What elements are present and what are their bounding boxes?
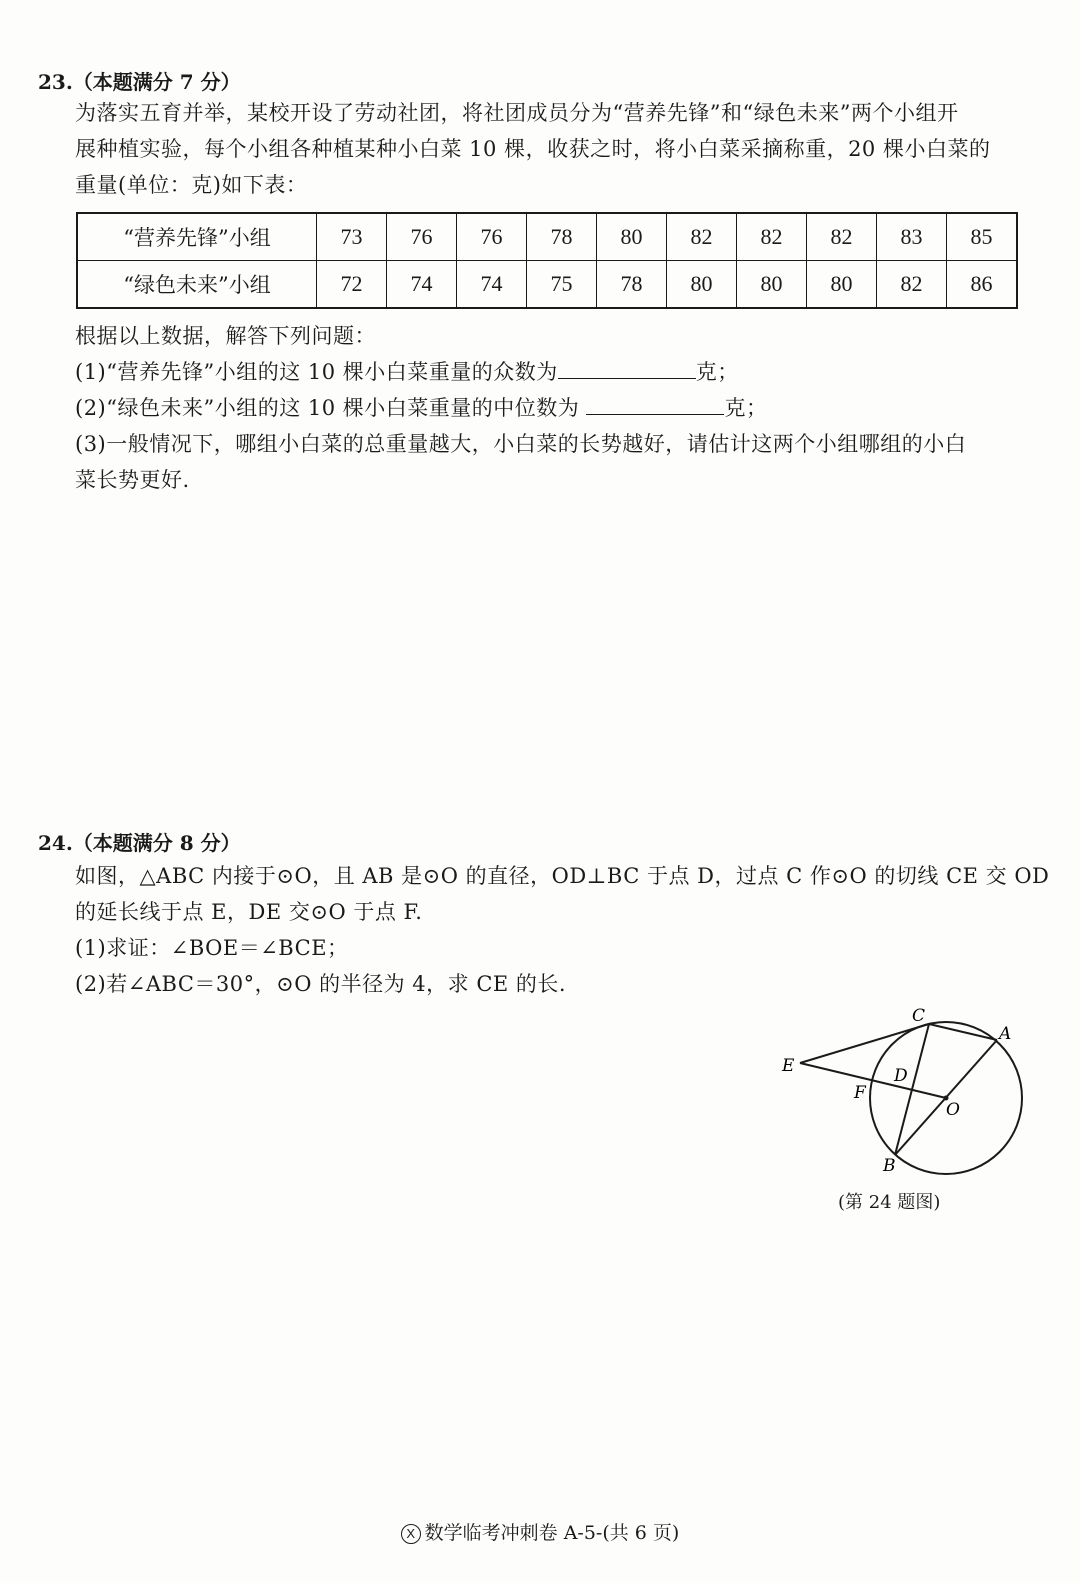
q23-sub1-unit: 克； <box>695 360 739 384</box>
segment-ce <box>800 1024 929 1063</box>
segment-eo <box>800 1063 946 1098</box>
table-row <box>77 261 1017 309</box>
table-cell: 82 <box>807 213 877 261</box>
figure-caption: (第 24 题图) <box>838 1192 941 1213</box>
q23-questions <box>75 318 1035 498</box>
segment-ac <box>929 1024 997 1040</box>
table-cell: 74 <box>387 261 457 309</box>
table-cell: 74 <box>457 261 527 309</box>
table-cell: 86 <box>947 261 1018 309</box>
q23-header: 23.（本题满分 7 分） <box>38 70 241 94</box>
table-cell: 78 <box>527 213 597 261</box>
q24-header: 24.（本题满分 8 分） <box>38 831 241 855</box>
row-label: “营养先锋”小组 <box>77 213 317 261</box>
footer-text: 数学临考冲刺卷 A-5-(共 6 页) <box>424 1522 680 1544</box>
table-cell: 76 <box>457 213 527 261</box>
table-cell: 78 <box>597 261 667 309</box>
table-cell: 83 <box>877 213 947 261</box>
answer-blank[interactable] <box>558 354 696 379</box>
q24-sub2: (2)若∠ABC＝30°，⊙O 的半径为 4，求 CE 的长. <box>75 972 567 996</box>
table-cell: 80 <box>597 213 667 261</box>
q23-sub3-line: 菜长势更好. <box>75 468 190 492</box>
label-a: A <box>999 1024 1012 1044</box>
q24-line: 如图，△ABC 内接于⊙O，且 AB 是⊙O 的直径，OD⊥BC 于点 D，过点 C 作⊙O 的切线 CE 交 OD <box>75 864 1050 888</box>
table-cell: 72 <box>317 261 387 309</box>
answer-blank[interactable] <box>586 390 724 415</box>
table-cell: 80 <box>807 261 877 309</box>
q24-geometry-figure <box>770 1003 1040 1183</box>
q23-sub1 <box>75 354 1035 390</box>
table-cell: 80 <box>667 261 737 309</box>
table-cell: 75 <box>527 261 597 309</box>
table-cell: 73 <box>317 213 387 261</box>
q24-body <box>75 858 1050 1002</box>
q23-intro <box>75 95 1035 203</box>
row-label: “绿色未来”小组 <box>77 261 317 309</box>
table-cell: 82 <box>667 213 737 261</box>
label-f: F <box>854 1083 866 1103</box>
table-cell: 80 <box>737 261 807 309</box>
q23-prompt: 根据以上数据，解答下列问题： <box>75 324 376 348</box>
label-d: D <box>894 1066 908 1086</box>
circled-x-icon: X <box>401 1524 421 1544</box>
q23-intro-line: 重量(单位：克)如下表： <box>75 173 308 197</box>
q23-data-table <box>76 212 1018 309</box>
table-cell: 82 <box>877 261 947 309</box>
label-o: O <box>946 1100 960 1120</box>
label-c: C <box>912 1006 926 1026</box>
q23-sub3-line: (3)一般情况下，哪组小白菜的总重量越大，小白菜的长势越好，请估计这两个小组哪组的小白 <box>75 432 967 456</box>
table-cell: 76 <box>387 213 457 261</box>
label-e: E <box>782 1056 795 1076</box>
q23-sub1-text: (1)“营养先锋”小组的这 10 棵小白菜重量的众数为 <box>75 360 558 384</box>
table-row <box>77 213 1017 261</box>
q24-sub1: (1)求证：∠BOE＝∠BCE； <box>75 936 349 960</box>
table-cell: 85 <box>947 213 1018 261</box>
table-cell: 82 <box>737 213 807 261</box>
page-footer <box>0 1518 1080 1545</box>
label-b: B <box>883 1156 896 1176</box>
q23-intro-line: 展种植实验，每个小组各种植某种小白菜 10 棵，收获之时，将小白菜采摘称重，20 棵小白菜的 <box>75 137 991 161</box>
q23-sub2-unit: 克； <box>724 396 768 420</box>
q23-sub2-text: (2)“绿色未来”小组的这 10 棵小白菜重量的中位数为 <box>75 396 580 420</box>
q24-line: 的延长线于点 E，DE 交⊙O 于点 F. <box>75 900 423 924</box>
q23-intro-line: 为落实五育并举，某校开设了劳动社团，将社团成员分为“营养先锋”和“绿色未来”两个小组开 <box>75 101 959 125</box>
q23-sub2 <box>75 390 1035 426</box>
